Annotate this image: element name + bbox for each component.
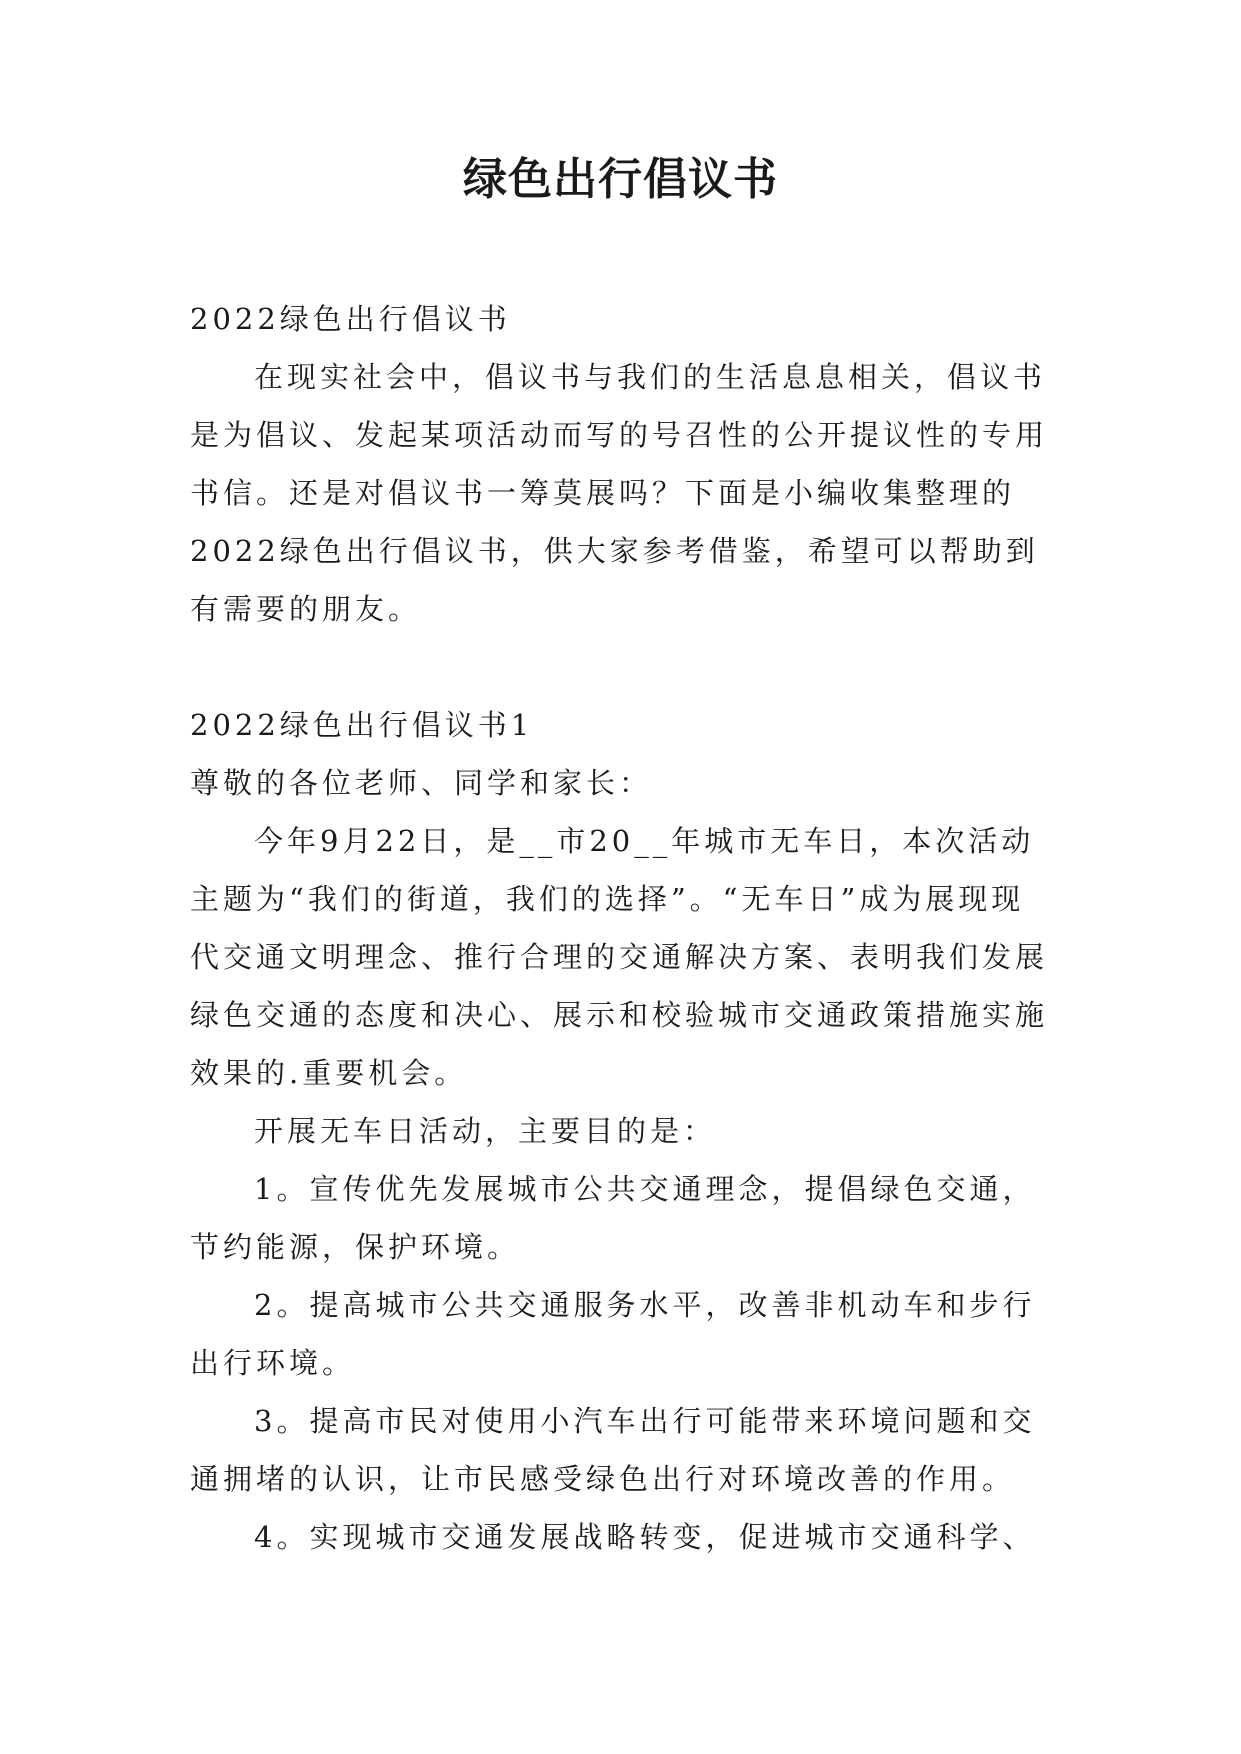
- list-item: 2。提高城市公共交通服务水平，改善非机动车和步行出行环境。: [190, 1288, 1036, 1380]
- section-heading: 2022绿色出行倡议书1: [190, 708, 534, 742]
- body-paragraph: 今年9月22日，是__市20__年城市无车日，本次活动主题为“我们的街道，我们的选择”。“无车日”成为展现现代交通文明理念、推行合理的交通解决方案、表明我们发展绿色交通的态度和决心、展示和校验城市交通政策措施实施效果的.重要机会。: [190, 824, 1049, 1090]
- intro-paragraph: 在现实社会中，倡议书与我们的生活息息相关，倡议书是为倡议、发起某项活动而写的号召性的公开提议性的专用书信。还是对倡议书一筹莫展吗？下面是小编收集整理的2022绿色出行倡议书，供大家参考借鉴，希望可以帮助到有需要的朋友。: [190, 360, 1049, 626]
- list-item: 1。宣传优先发展城市公共交通理念，提倡绿色交通，节约能源，保护环境。: [190, 1172, 1036, 1264]
- salutation: 尊敬的各位老师、同学和家长：: [190, 766, 653, 800]
- document-subtitle: 2022绿色出行倡议书: [190, 302, 511, 336]
- section-spacer: [190, 638, 1050, 696]
- list-item: 4。实现城市交通发展战略转变，促进城市交通科学、: [254, 1520, 1036, 1554]
- document-title: 绿色出行倡议书: [463, 154, 778, 205]
- list-item: 3。提高市民对使用小汽车出行可能带来环境问题和交通拥堵的认识，让市民感受绿色出行对环境改善的作用。: [190, 1404, 1036, 1496]
- body-paragraph: 开展无车日活动，主要目的是：: [254, 1114, 717, 1148]
- document-body: [190, 290, 1050, 1566]
